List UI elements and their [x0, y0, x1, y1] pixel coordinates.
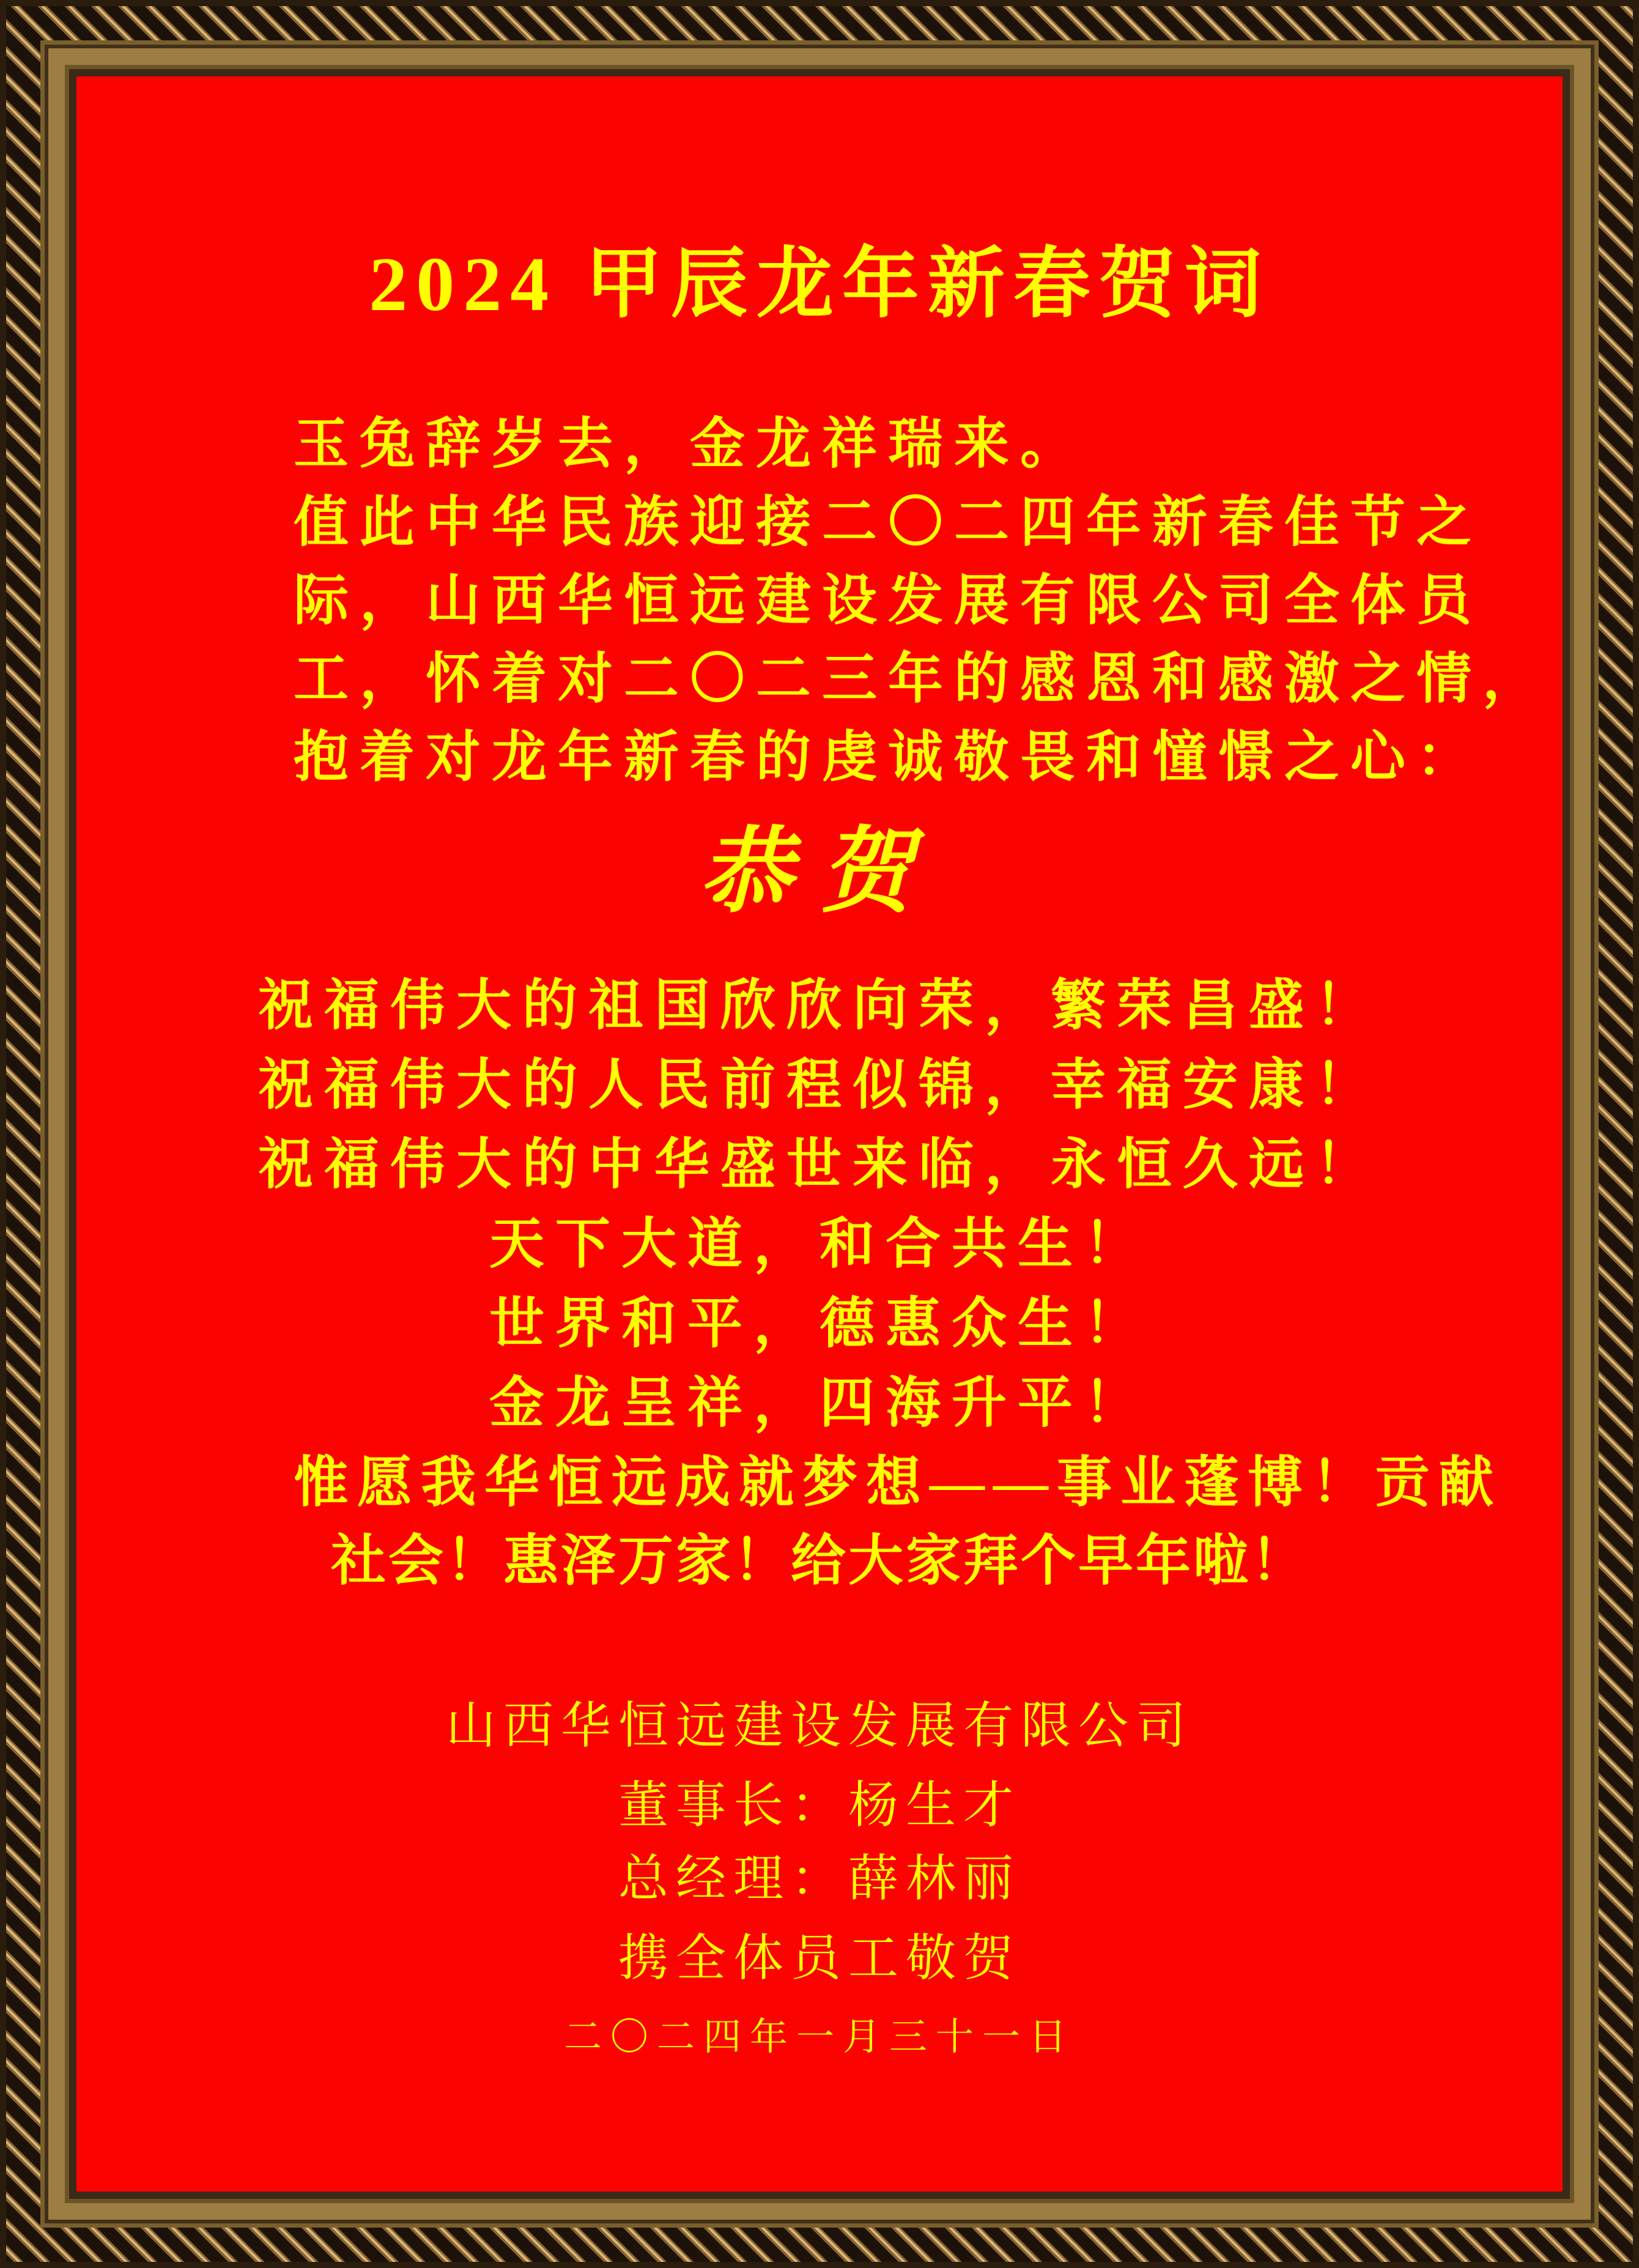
paragraph-line: 工，怀着对二〇二三年的感恩和感激之情，: [294, 649, 1548, 710]
paragraph-line: 值此中华民族迎接二〇二四年新春佳节之: [294, 492, 1482, 553]
company-wish-line: 惟愿我华恒远成就梦想——事业蓬博！贡献: [294, 1453, 1502, 1513]
blessing-line: 金龙呈祥，四海升平！: [489, 1373, 1150, 1434]
blessing-line: 祝福伟大的中华盛世来临，永恒久远！: [258, 1135, 1381, 1195]
salute-heading: 恭贺: [699, 821, 940, 924]
blessing-line: 世界和平，德惠众生！: [489, 1294, 1150, 1354]
signature-staff-salute: 携全体员工敬贺: [618, 1930, 1021, 1986]
poster-title: 2024 甲辰龙年新春贺词: [369, 242, 1270, 327]
company-wish-line: 社会！惠泽万家！给大家拜个早年啦！: [331, 1531, 1308, 1592]
blessing-line: 天下大道，和合共生！: [489, 1214, 1150, 1275]
paragraph-line: 际，山西华恒远建设发展有限公司全体员: [294, 571, 1482, 631]
signature-general-manager: 总经理：薛林丽: [618, 1851, 1021, 1907]
greeting-poster: [76, 76, 1563, 2192]
blessing-line: 祝福伟大的祖国欣欣向荣，繁荣昌盛！: [258, 976, 1381, 1036]
signature-company-name: 山西华恒远建设发展有限公司: [445, 1698, 1193, 1754]
blessing-line: 祝福伟大的人民前程似锦，幸福安康！: [258, 1055, 1381, 1116]
signature-date: 二〇二四年一月三十一日: [563, 2017, 1075, 2058]
opening-couplet-line: 玉兔辞岁去，金龙祥瑞来。: [294, 414, 1086, 475]
paragraph-line: 抱着对龙年新春的虔诚敬畏和憧憬之心：: [294, 727, 1482, 788]
signature-chairman: 董事长：杨生才: [618, 1777, 1021, 1833]
